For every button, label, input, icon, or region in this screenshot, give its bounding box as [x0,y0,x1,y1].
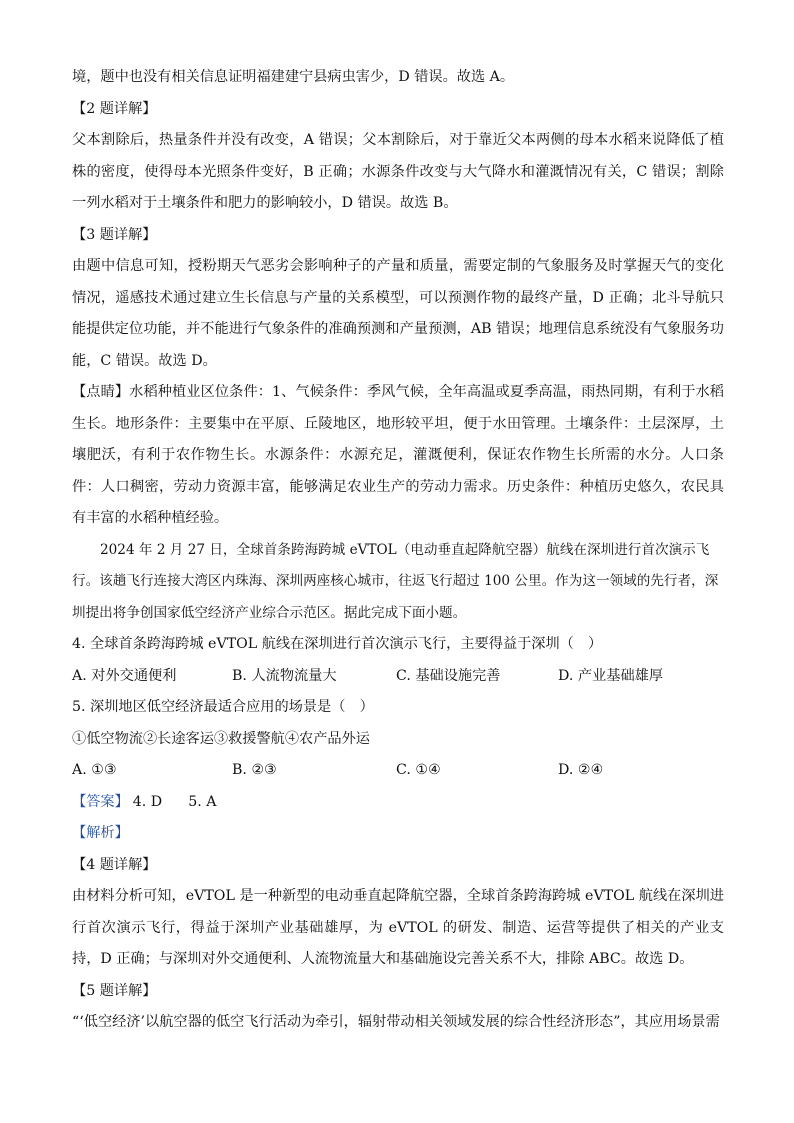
paragraph-q2-detail: 父本割除后，热量条件并没有改变，A 错误；父本割除后，对于靠近父本两侧的母本水稻来说降低了植株的密度，使得母本光照条件变好，B 正确；水源条件改变与大气降水和灌溉情况有关，C 错误；割除一列水稻对于土壤条件和肥力的影响较小，D 错误。故选 B。 [72,132,724,211]
heading-q4-detail: 【4 题详解】 [72,856,157,873]
question-4-options [72,661,724,693]
paragraph-q4-detail: 由材料分析可知，eVTOL 是一种新型的电动垂直起降航空器，全球首条跨海跨城 eVTOL 航线在深圳进行首次演示飞行，得益于深圳产业基础雄厚，为 eVTOL 的研发、制造、运营等提供了相关的产业支持，D 正确；与深圳对外交通便利、人流物流量大和基础施设完善关系不大，排除 ABC。故选 D。 [72,888,724,967]
q5-option-a: A. ①③ [72,762,117,778]
answer-label: 【答案】 [72,793,129,810]
paragraph-q3-detail: 由题中信息可知，授粉期天气恶劣会影响种子的产量和质量，需要定制的气象服务及时掌握天气的变化情况，遥感技术通过建立生长信息与产量的关系模型，可以预测作物的最终产量，D 正确；北斗导航只能提供定位功能，并不能进行气象条件的准确预测和产量预测，AB 错误；地理信息系统没有气象服务功能，C 错误。故选 D。 [72,258,724,369]
question-5-options [72,755,724,787]
document-page [72,62,724,1039]
answer-line [72,787,724,819]
paragraph-tip: 【点睛】水稻种植业区位条件：1、气候条件：季风气候，全年高温或夏季高温，雨热同期，有利于水稻生长。地形条件：主要集中在平原、丘陵地区，地形较平坦，便于水田管理。土壤条件：土层深厚，土壤肥沃，有利于农作物生长。水源条件：水源充足，灌溉便利，保证农作物生长所需的水分。人口条件：人口稠密，劳动力资源丰富，能够满足农业生产的劳动力需求。历史条件：种植历史悠久，农民具有丰富的水稻种植经验。 [72,384,724,526]
q4-option-c: C. 基础设施完善 [396,667,501,684]
q5-option-d: D. ②④ [558,762,604,778]
paragraph-q5-detail: “‘低空经济’以航空器的低空飞行活动为牵引，辐射带动相关领域发展的综合性经济形态”，其应用场景需 [72,1014,720,1030]
answer-5: 5. A [188,793,217,810]
analysis-label: 【解析】 [72,825,129,841]
q4-option-b: B. 人流物流量大 [232,667,337,684]
heading-q3-detail: 【3 题详解】 [72,226,157,243]
question-5: 5. 深圳地区低空经济最适合应用的场景是（ ） [72,699,374,715]
heading-q5-detail: 【5 题详解】 [72,982,157,999]
reading-material: 2024 年 2 月 27 日，全球首条跨海跨城 eVTOL（电动垂直起降航空器）航线在深圳进行首次演示飞行。该趟飞行连接大湾区内珠海、深圳两座核心城市，往返飞行超过 100 公里。作为这一领域的先行者，深圳提出将争创国家低空经济产业综合示范区。据此完成下面小题。 [72,541,719,621]
question-5-items: ①低空物流②长途客运③救援警航④农产品外运 [72,730,370,747]
question-4: 4. 全球首条跨海跨城 eVTOL 航线在深圳进行首次演示飞行，主要得益于深圳（ ） [72,636,603,652]
heading-q2-detail: 【2 题详解】 [72,100,157,117]
q5-option-b: B. ②③ [232,762,277,778]
q4-option-a: A. 对外交通便利 [72,667,177,684]
text-line-1: 境，题中也没有相关信息证明福建建宁县病虫害少，D 错误。故选 A。 [72,69,515,85]
q4-option-d: D. 产业基础雄厚 [558,667,664,684]
answer-4: 4. D [132,793,163,810]
q5-option-c: C. ①④ [396,762,441,778]
